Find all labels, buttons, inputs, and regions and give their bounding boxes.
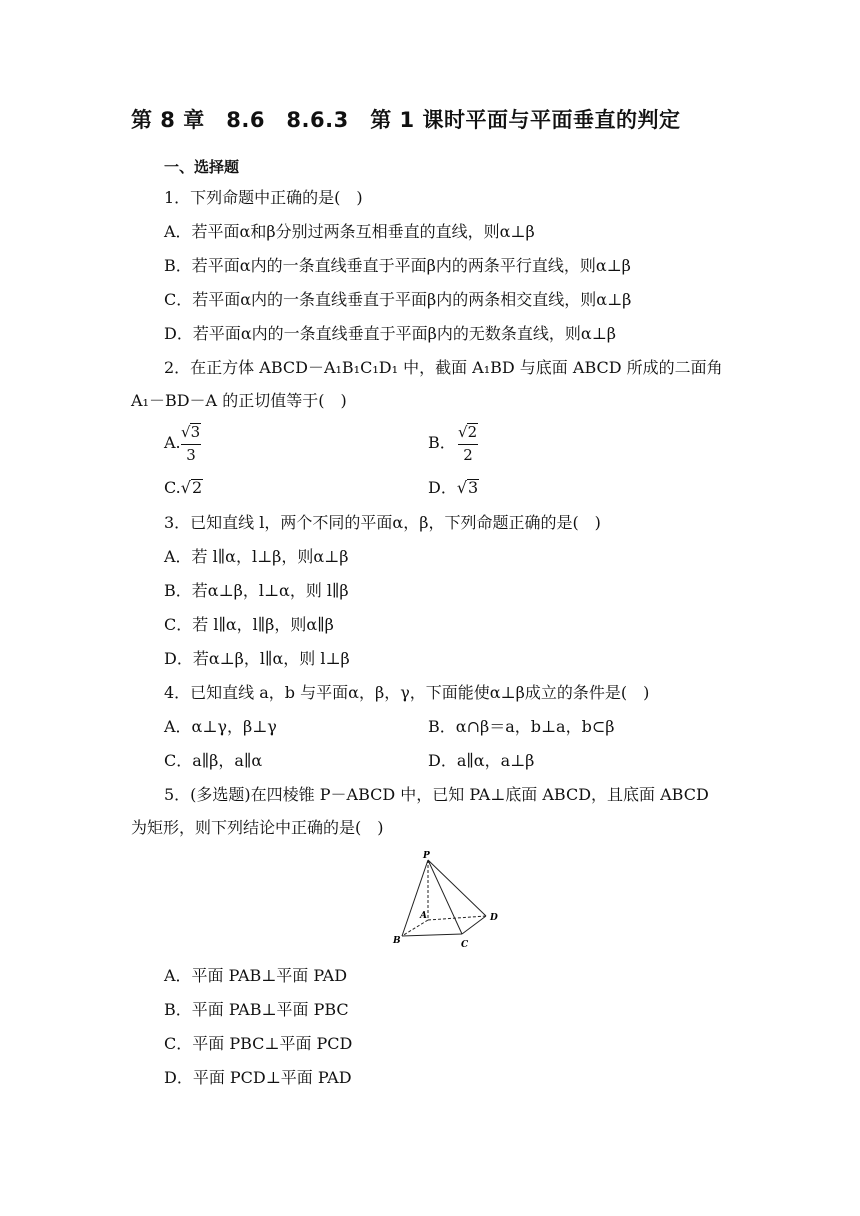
- q1-option-b: B．若平面α内的一条直线垂直于平面β内的两条平行直线，则α⊥β: [164, 256, 631, 275]
- q3-option-d: D．若α⊥β，l∥α，则 l⊥β: [164, 649, 350, 668]
- q2-option-c-root: [181, 478, 203, 497]
- sqrt-symbol: √: [456, 478, 468, 497]
- q4-option-a: A．α⊥γ，β⊥γ: [164, 717, 277, 736]
- radicand: 2: [467, 423, 478, 441]
- sqrt-symbol: √: [458, 423, 468, 441]
- q2-option-d-root: [457, 478, 479, 497]
- q2-stem-line1: 2．在正方体 ABCD－A₁B₁C₁D₁ 中，截面 A₁BD 与底面 ABCD 所成的二面角: [164, 358, 723, 377]
- q1-option-c: C．若平面α内的一条直线垂直于平面β内的两条相交直线，则α⊥β: [164, 290, 632, 309]
- q3-option-a: A．若 l∥α，l⊥β，则α⊥β: [164, 547, 349, 566]
- edge-PC: [428, 860, 462, 934]
- vertex-label-c: C: [461, 940, 469, 950]
- q2-option-b-label: B．: [428, 433, 456, 452]
- sqrt-symbol: √: [181, 423, 191, 441]
- edge-AB: [402, 920, 428, 936]
- denominator: 2: [463, 446, 473, 464]
- vertex-label-b: B: [393, 936, 401, 946]
- q5-option-b: B．平面 PAB⊥平面 PBC: [164, 1000, 349, 1019]
- edge-AD: [428, 916, 486, 920]
- radicand: 3: [190, 423, 201, 441]
- q2-option-a-fraction: [181, 421, 201, 464]
- q3-option-b: B．若α⊥β，l⊥α，则 l∥β: [164, 581, 349, 600]
- vertex-label-a: A: [420, 911, 427, 921]
- q1-stem: 1．下列命题中正确的是( ): [164, 188, 363, 207]
- q2-option-b-fraction: [458, 421, 478, 464]
- q5-option-c: C．平面 PBC⊥平面 PCD: [164, 1034, 353, 1053]
- q5-stem-line2: 为矩形，则下列结论中正确的是( ): [131, 818, 384, 837]
- q5-option-a: A．平面 PAB⊥平面 PAD: [164, 966, 348, 985]
- q3-stem: 3．已知直线 l，两个不同的平面α，β，下列命题正确的是( ): [164, 513, 601, 532]
- q5-option-d: D．平面 PCD⊥平面 PAD: [164, 1068, 352, 1087]
- q2-stem-line2: A₁－BD－A 的正切值等于( ): [131, 391, 347, 410]
- q3-option-c: C．若 l∥α，l∥β，则α∥β: [164, 615, 334, 634]
- q2-option-c: [164, 478, 203, 498]
- page-title: 第 8 章 8.6 8.6.3 第 1 课时平面与平面垂直的判定: [131, 108, 681, 132]
- edge-PD: [428, 860, 486, 916]
- edge-PB: [402, 860, 428, 936]
- q2-option-d-label: D．: [428, 478, 457, 497]
- denominator: 3: [186, 446, 196, 464]
- edge-BC: [402, 934, 462, 936]
- section-heading: 一、选择题: [164, 158, 240, 176]
- q4-option-b: B．α∩β＝a，b⊥a，b⊂β: [428, 717, 615, 736]
- radicand: 3: [468, 478, 479, 497]
- edge-CD: [462, 916, 486, 934]
- q4-option-d: D．a∥α，a⊥β: [428, 751, 535, 770]
- pyramid-figure: [390, 848, 502, 952]
- q2-option-d: [428, 478, 479, 498]
- q4-stem: 4．已知直线 a，b 与平面α，β，γ，下面能使α⊥β成立的条件是( ): [164, 683, 650, 702]
- q1-option-a: A．若平面α和β分别过两条互相垂直的直线，则α⊥β: [164, 222, 535, 241]
- q2-option-a-label: A.: [164, 433, 181, 452]
- q1-option-d: D．若平面α内的一条直线垂直于平面β内的无数条直线，则α⊥β: [164, 324, 616, 343]
- sqrt-symbol: √: [180, 478, 191, 497]
- radicand: 2: [191, 478, 203, 497]
- vertex-label-p: P: [423, 851, 430, 861]
- vertex-label-d: D: [490, 913, 498, 923]
- q4-option-c: C．a∥β，a∥α: [164, 751, 263, 770]
- q2-option-c-label: C.: [164, 478, 181, 497]
- q5-stem-line1: 5．(多选题)在四棱锥 P－ABCD 中，已知 PA⊥底面 ABCD，且底面 ABCD: [164, 785, 709, 804]
